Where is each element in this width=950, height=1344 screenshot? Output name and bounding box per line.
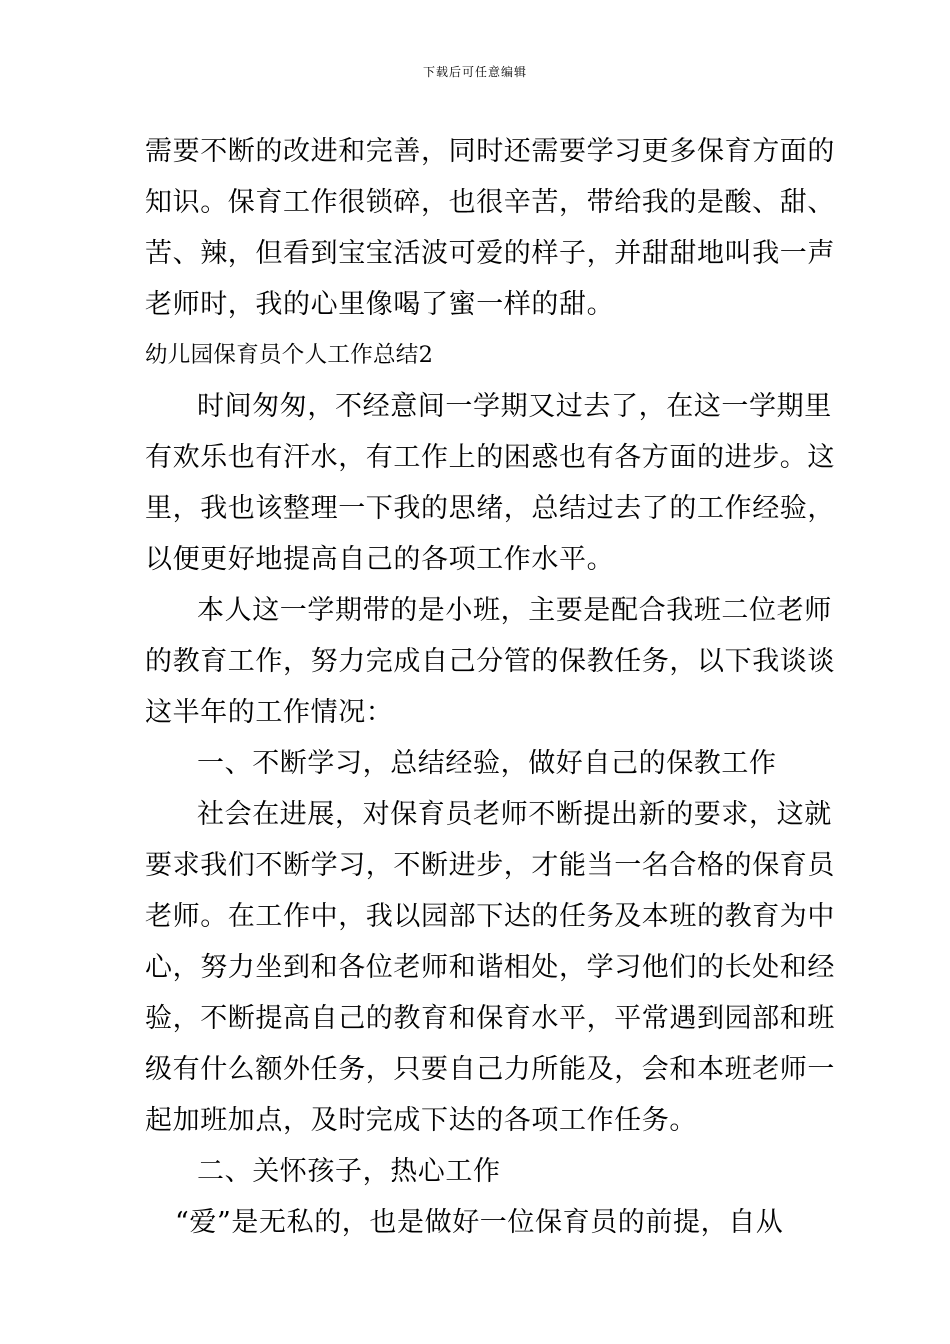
text-line: 心，努力坐到和各位老师和谐相处，学习他们的长处和经 — [145, 952, 835, 983]
text-line: 需要不断的改进和完善，同时还需要学习更多保育方面的 — [145, 136, 835, 167]
paragraph-start-line: “爱”是无私的，也是做好一位保育员的前提，自从 — [175, 1207, 784, 1238]
paragraph-start-line: 时间匆匆，不经意间一学期又过去了，在这一学期里 — [197, 391, 832, 422]
page-header: 下载后可任意编辑 — [422, 65, 527, 79]
text-line: 苦、辣，但看到宝宝活波可爱的样子，并甜甜地叫我一声 — [145, 238, 835, 269]
text-line: 老师。在工作中，我以园部下达的任务及本班的教育为中 — [145, 901, 835, 932]
paragraph-start-line: 本人这一学期带的是小班，主要是配合我班二位老师 — [197, 595, 832, 626]
text-line: 有欢乐也有汗水，有工作上的困惑也有各方面的进步。这 — [145, 442, 835, 473]
text-line: 老师时，我的心里像喝了蜜一样的甜。 — [145, 289, 615, 320]
text-line: 起加班加点，及时完成下达的各项工作任务。 — [145, 1105, 697, 1136]
text-line: 级有什么额外任务，只要自己力所能及，会和本班老师一 — [145, 1054, 835, 1085]
text-line: 要求我们不断学习，不断进步，才能当一名合格的保育员 — [145, 850, 835, 881]
subheading-line: 一、不断学习，总结经验，做好自己的保教工作 — [197, 748, 777, 779]
text-line: 里，我也该整理一下我的思绪，总结过去了的工作经验， — [145, 493, 835, 524]
text-line: 以便更好地提高自己的各项工作水平。 — [145, 544, 615, 575]
text-line: 验，不断提高自己的教育和保育水平，平常遇到园部和班 — [145, 1003, 835, 1034]
text-line: 知识。保育工作很锁碎，也很辛苦，带给我的是酸、甜、 — [145, 187, 835, 218]
document-body — [145, 126, 835, 1248]
text-line: 这半年的工作情况： — [145, 697, 394, 728]
subheading-line: 二、关怀孩子，热心工作 — [197, 1156, 501, 1187]
text-line: 的教育工作，努力完成自己分管的保教任务，以下我谈谈 — [145, 646, 835, 677]
paragraph-start-line: 社会在进展，对保育员老师不断提出新的要求，这就 — [197, 799, 832, 830]
section-title: 幼儿园保育员个人工作总结2 — [145, 342, 434, 368]
